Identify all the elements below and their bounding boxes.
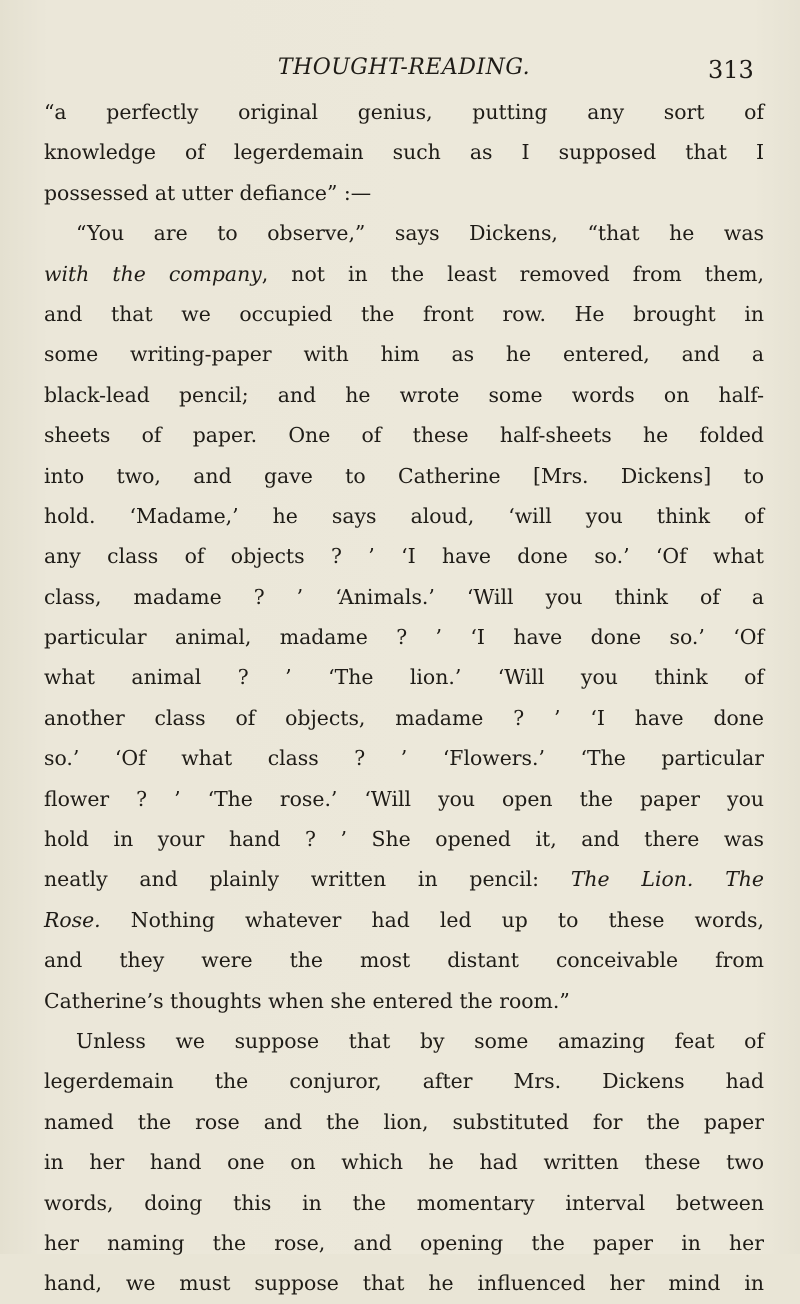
text-line: knowledge of legerdemain such as I supposed that I	[44, 140, 764, 165]
text-line: sheets of paper. One of these half-sheets he folded	[44, 423, 764, 448]
text-line: words, doing this in the momentary interval between	[44, 1190, 764, 1215]
text-segment: , not in the least removed from them,	[261, 261, 764, 286]
text-segment: Nothing whatever had led up to these words,	[100, 907, 764, 932]
text-line: any class of objects ? ’ ‘I have done so.’ ‘Of what	[44, 544, 764, 569]
text-line: in her hand one on which he had written these two	[44, 1150, 764, 1175]
italic-text: with the company	[44, 261, 262, 286]
text-line: and that we occupied the front row. He brought in	[44, 301, 764, 326]
text-line: what animal ? ’ ‘The lion.’ ‘Will you think of	[44, 665, 764, 690]
text-line: possessed at utter defiance” :—	[44, 180, 372, 205]
text-line: legerdemain the conjuror, after Mrs. Dickens had	[44, 1069, 764, 1094]
body-text	[44, 92, 764, 1304]
text-line: particular animal, madame ? ’ ‘I have done so.’ ‘Of	[44, 625, 764, 650]
text-line: hold in your hand ? ’ She opened it, and there was	[44, 827, 764, 852]
page-number: 313	[708, 56, 754, 84]
text-line: flower ? ’ ‘The rose.’ ‘Will you open the paper you	[44, 786, 764, 811]
text-line: some writing-paper with him as he entered, and a	[44, 342, 764, 367]
text-line: another class of objects, madame ? ’ ‘I have done	[44, 705, 764, 730]
text-line: named the rose and the lion, substituted for the paper	[44, 1109, 764, 1134]
text-line: into two, and gave to Catherine [Mrs. Dickens] to	[44, 463, 764, 488]
text-line: Catherine’s thoughts when she entered the room.”	[44, 988, 570, 1013]
text-line	[44, 254, 764, 294]
running-title: THOUGHT-READING.	[277, 55, 531, 80]
italic-text: Rose.	[44, 907, 101, 932]
text-line: her naming the rose, and opening the paper in her	[44, 1230, 764, 1255]
text-line	[44, 900, 764, 940]
text-line: hand, we must suppose that he influenced her mind in	[44, 1271, 764, 1296]
text-line: so.’ ‘Of what class ? ’ ‘Flowers.’ ‘The particular	[44, 746, 764, 771]
text-line: class, madame ? ’ ‘Animals.’ ‘Will you think of a	[44, 584, 764, 609]
text-line: “You are to observe,” says Dickens, “that he was	[76, 221, 764, 246]
text-line: and they were the most distant conceivable from	[44, 948, 764, 973]
text-segment: neatly and plainly written in pencil:	[44, 867, 571, 892]
text-line: “a perfectly original genius, putting any sort of	[44, 100, 764, 124]
italic-text: The Lion. The	[570, 867, 764, 892]
running-head	[0, 48, 800, 88]
text-line: hold. ‘Madame,’ he says aloud, ‘will you think of	[44, 503, 764, 528]
text-line: black-lead pencil; and he wrote some words on half-	[44, 382, 764, 407]
text-line: Unless we suppose that by some amazing feat of	[76, 1028, 764, 1053]
text-line	[44, 859, 764, 899]
